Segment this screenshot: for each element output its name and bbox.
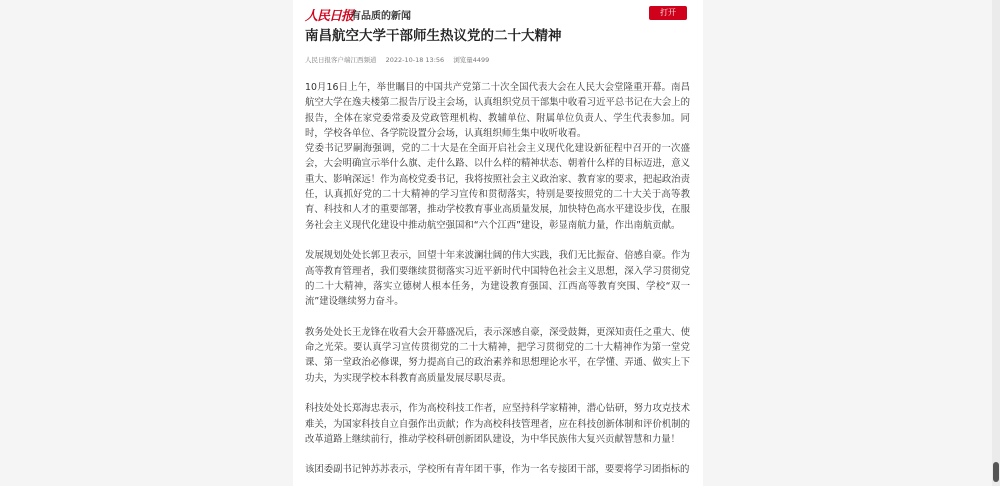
paragraph: 科技处处长郑海忠表示，作为高校科技工作者，应坚持科学家精神，潜心钻研，努力攻克技术难关，为国家科技自立自强作出贡献；作为高校科技管理者，应在科技创新体制和评价机制的改革道路上继续前行，推动学校科研创新团队建设，为中华民族伟大复兴贡献智慧和力量！ bbox=[305, 403, 690, 445]
article-page bbox=[293, 0, 703, 486]
open-app-button[interactable]: 打开 bbox=[649, 6, 687, 20]
paragraph: 发展规划处处长郭卫表示，回望十年来波澜壮阔的伟大实践，我们无比振奋、倍感自豪。作为高等教育管理者，我们要继续贯彻落实习近平新时代中国特色社会主义思想，深入学习贯彻党的二十大精神，落实立德树人根本任务，为建设教育强国、江西高等教育突围、学校“双一流”建设继续努力奋斗。 bbox=[305, 250, 690, 308]
article-body bbox=[305, 80, 690, 486]
article-date: 2022-10-18 13:56 bbox=[385, 56, 445, 64]
page-scrollbar[interactable] bbox=[992, 0, 1000, 486]
paragraph: 10月16日上午，举世瞩目的中国共产党第二十次全国代表大会在人民大会堂隆重开幕。南昌航空大学在逸夫楼第二报告厅设主会场，认真组织党员干部集中收看习近平总书记在大会上的报告，全体在家党委常委及党政管理机构、教辅单位、附属单位负责人、学生代表参加。同时，学校各单位、各学院设置分会场，认真组织师生集中收听收看。 bbox=[305, 82, 690, 139]
article-source[interactable]: 人民日报客户端江西频道 bbox=[305, 56, 377, 64]
article-views: 浏览量4499 bbox=[453, 56, 490, 64]
top-bar bbox=[293, 0, 703, 26]
paragraph: 该团委副书记钟苏苏表示，学校所有青年团干事，作为一名专接团干部，要要将学习团指标的 bbox=[305, 464, 690, 476]
article-title: 南昌航空大学干部师生热议党的二十大精神 bbox=[305, 28, 562, 44]
paragraph: 党委书记罗嗣海强调，党的二十大是在全面开启社会主义现代化建设新征程中召开的一次盛会，大会明确宣示举什么旗、走什么路、以什么样的精神状态、朝着什么样的目标迈进，意义重大、影响深远！作为高校党委书记，我将按照社会主义政治家、教育家的要求，把起政治责任，认真抓好党的二十大精神的学习宣传和贯彻落实，特别是要按照党的二十大关于高等教育、科技和人才的重要部署，推动学校教育事业高质量发展，加快特色高水平建设步伐，在服务社会主义现代化建设中推动航空强国和“六个江西”建设，彰显南航力量，作出南航贡献。 bbox=[305, 143, 690, 231]
scrollbar-thumb[interactable] bbox=[993, 462, 999, 482]
people-daily-logo[interactable]: 人民日报 bbox=[305, 9, 354, 24]
article-meta bbox=[305, 55, 496, 64]
slogan: 有品质的新闻 bbox=[351, 11, 411, 22]
paragraph: 教务处处长王龙锋在收看大会开幕盛况后，表示深感自豪，深受鼓舞，更深知责任之重大、使命之光荣。要认真学习宣传贯彻党的二十大精神，把学习贯彻党的二十大精神作为第一堂党课、第一堂政治必修课，努力提高自己的政治素养和思想理论水平，在学懂、弄通、做实上下功夫，为实现学校本科教育高质量发展尽职尽责。 bbox=[305, 326, 690, 384]
